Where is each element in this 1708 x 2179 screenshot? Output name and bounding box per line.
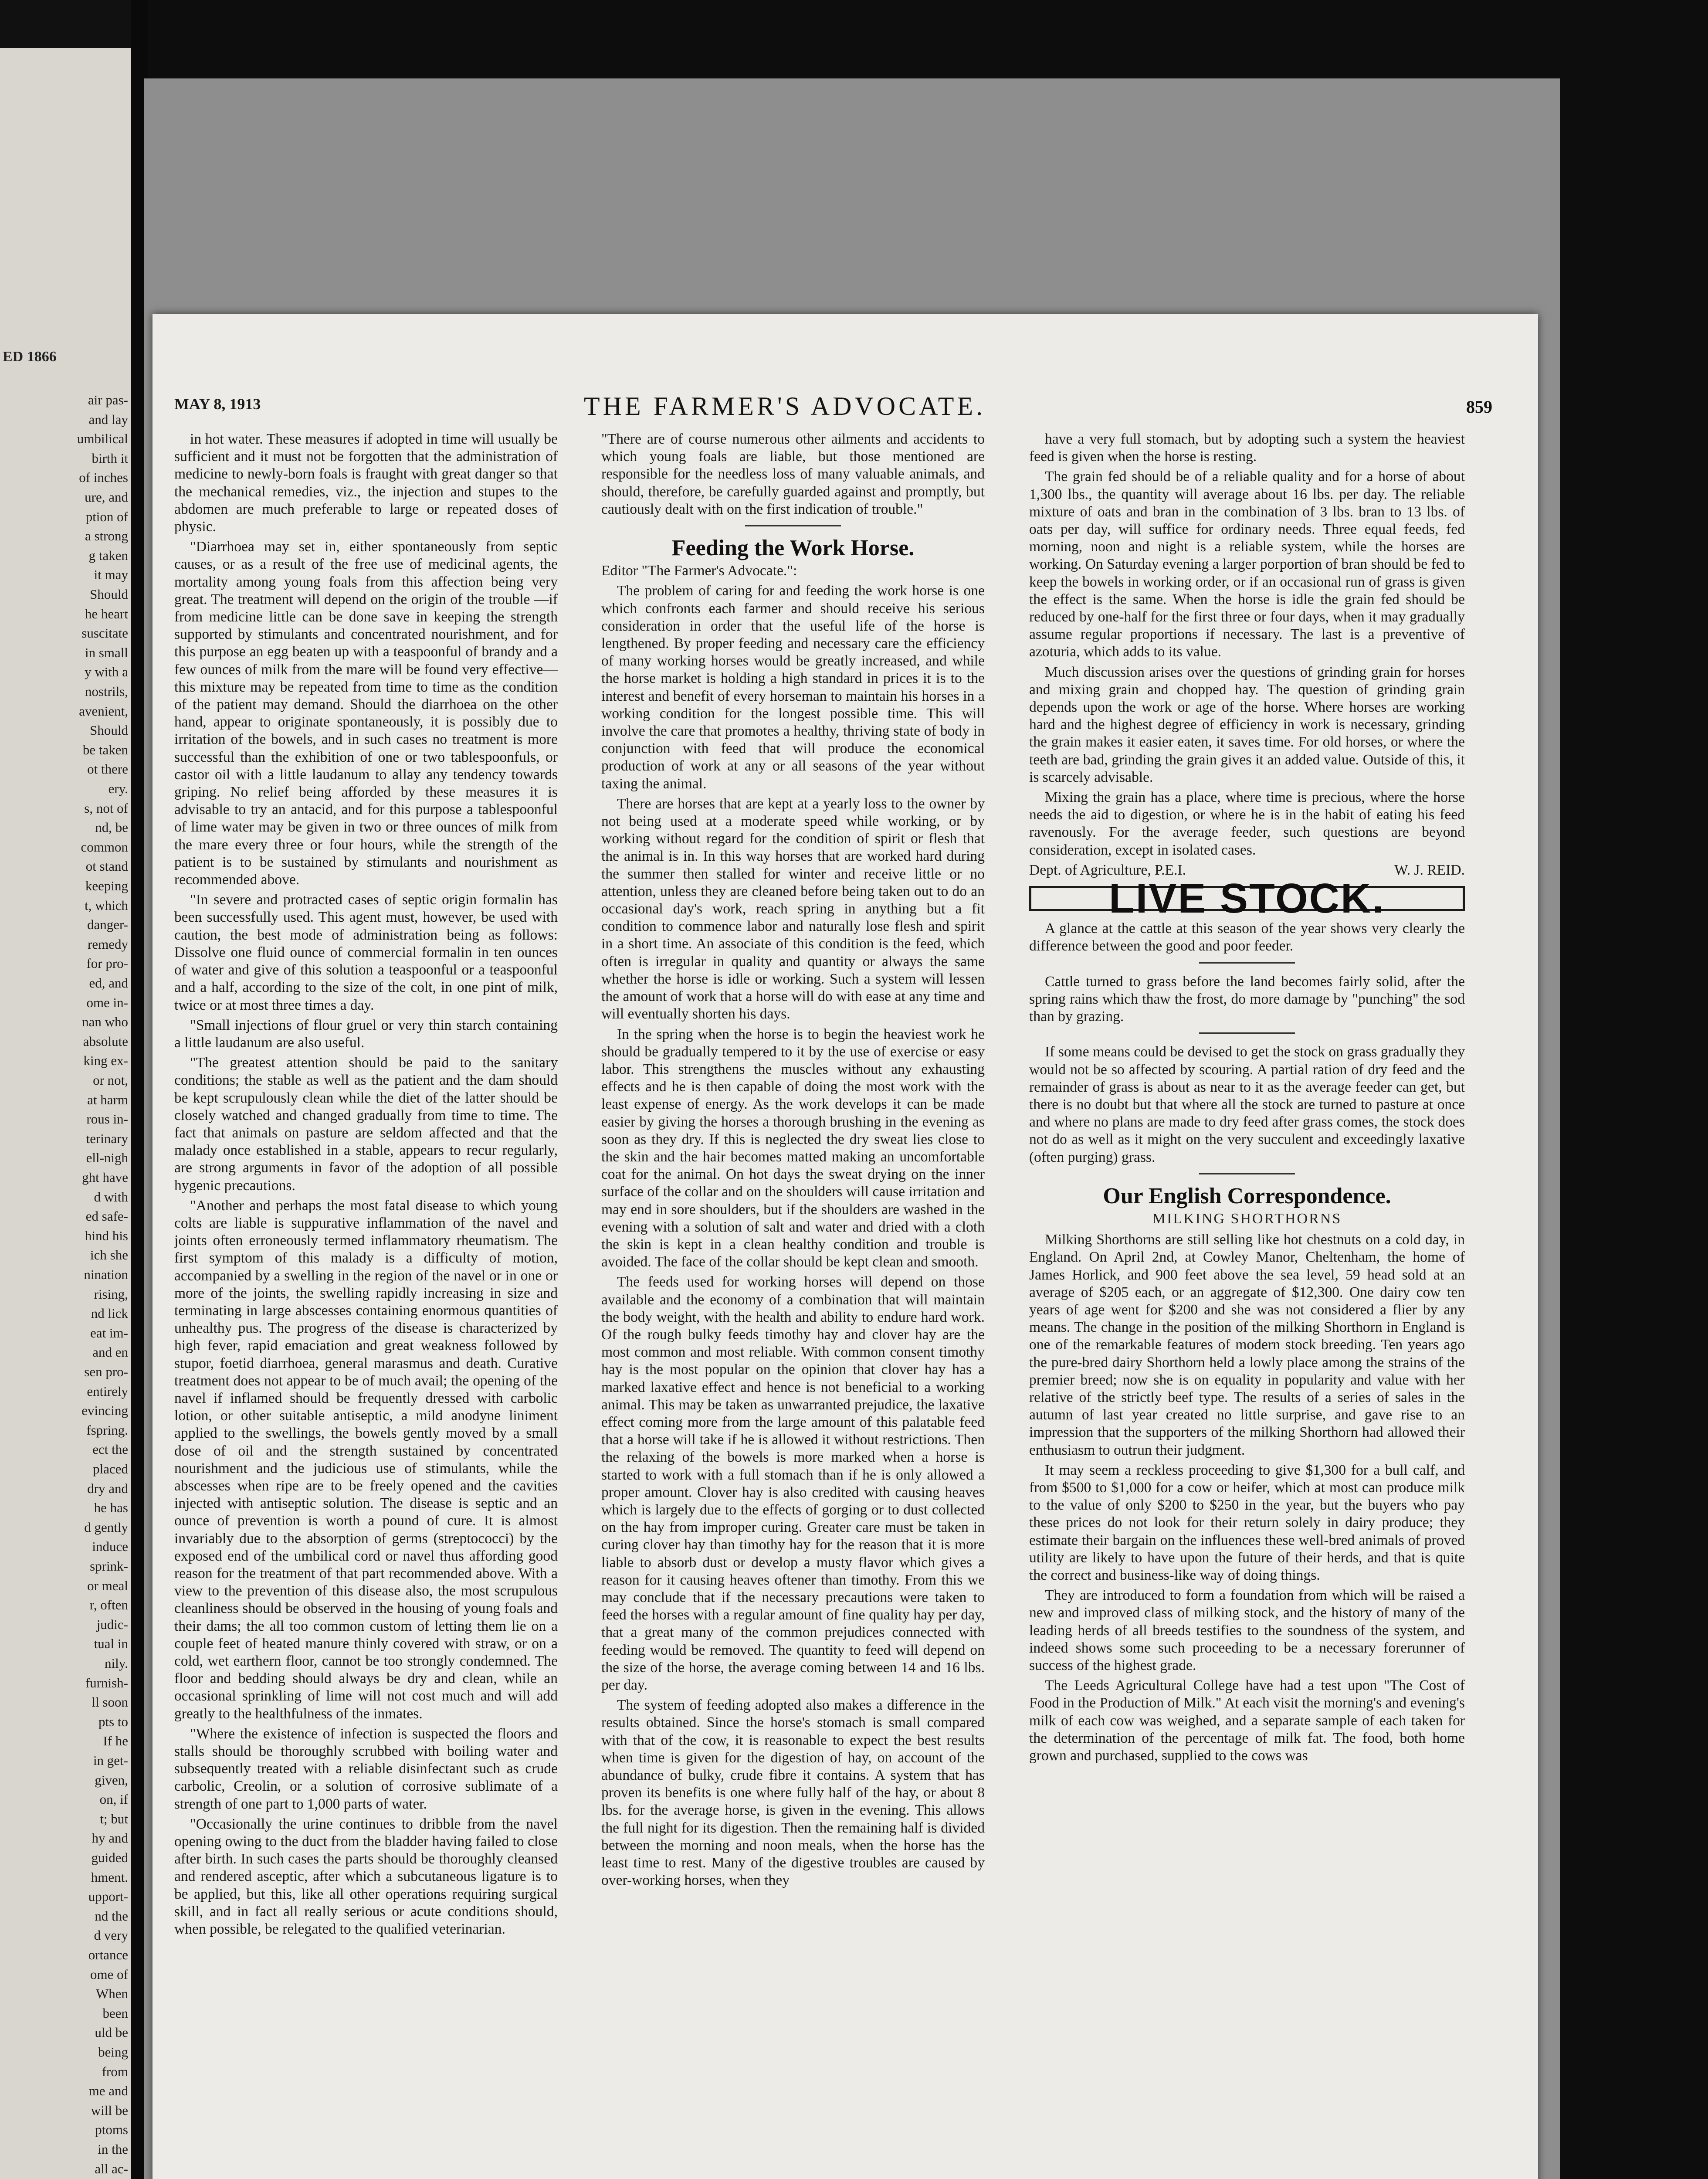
editor-salutation: Editor "The Farmer's Advocate.": [601, 563, 797, 579]
issue-date: MAY 8, 1913 [174, 395, 261, 413]
article-paragraph: In the spring when the horse is to begin the heaviest work he should be gradually tempered to it by the use of exercise or easy labor. This strengthens the muscles without any exhausting effects and he is then capable of doing the most work with the least expense of energy. As the work develops it can be made easier by giving the horses a thorough brushing in the evening as soon as they dry. If this is neglected the dry sweat lies close to the skin and the hair becomes matted making an uncomfortable coat for the animal. On hot days the sweat drying on the inner surface of the collar and on the shoulders will cause irritation and may end in sore shoulders, but if the shoulders are washed in the evening with a solution of salt and water and dried with a cloth the skin is kept in a clean healthy condition and trouble is avoided. The face of the collar should be kept clean and smooth. [601, 1026, 985, 1270]
facing-page-line: If he [103, 1733, 128, 1749]
facing-page-line: remedy [88, 936, 128, 952]
facing-page-line: ortance [88, 1947, 128, 1962]
facing-page-line: ption of [85, 509, 128, 524]
facing-page-line: t; but [100, 1811, 128, 1826]
facing-page-line: d very [94, 1928, 128, 1943]
facing-page-line: uld be [95, 2025, 128, 2040]
facing-page-line: at harm [87, 1092, 128, 1107]
article-title-english-correspondence: Our English Correspondence. [1103, 1183, 1391, 1208]
facing-page-line: guided [91, 1850, 128, 1865]
facing-page-line: common [81, 839, 128, 855]
facing-page-line: hment. [91, 1869, 128, 1885]
column-2 [601, 431, 985, 1892]
column-1 [174, 431, 558, 1941]
facing-page-line: t, which [85, 897, 128, 913]
correspondence-paragraph: The Leeds Agricultural College have had a test upon "The Cost of Food in the Production of Milk." At each visit the morning's and evening's milk of each cow was weighed, and a separate sample of each taken for the determination of the percentage of milk fat. The food, both home grown and purchased, supplied to the cows was [1029, 1677, 1465, 1764]
facing-page-line: rous in- [86, 1111, 128, 1127]
facing-page-line: g taken [88, 547, 128, 563]
facing-page-line: king ex- [83, 1053, 128, 1069]
article-paragraph: The feeds used for working horses will depend on those available and the economy of a combination that will maintain the body weight, with the health and ability to endure hard work. Of the rough bulky feeds timothy hay and clover hay are the most common and most reliable. With common consent timothy hay is the most popular on the opinion that clover hay has a marked laxative effect and hence is not beneficial to a working animal. This may be taken as unwarranted prejudice, the laxative effect coming more from the large amount of this palatable feed that a horse will take if he is allowed it without restrictions. Then the relaxing of the bowels is more marked when a horse is started to work with a full stomach than if he is only allowed a proper amount. Clover hay is also credited with causing heaves which is largely due to the effects of gorging or to dust collected on the hay from improper curing. Greater care must be taken in curing clover hay than timothy hay for the reason that it is more liable to absorb dust or develop a musty flavor which gives a reason for it causing heaves oftener than timothy. From this we may conclude that if the necessary precautions were taken to feed the horses with a regular amount of fine quality hay per day, that a great many of the common prejudices connected with feeding would be removed. The quantity to feed will depend on the size of the horse, the average coming between 14 and 16 lbs. per day. [601, 1274, 985, 1694]
article-paragraph: "The greatest attention should be paid to the sanitary conditions; the stable as well as the patient and the dam should be kept scrupulously clean while the diet of the latter should be closely watched and changed gradually from time to time. The fact that animals on pasture are seldom affected and that the malady once established in a stable, appears to recur regularly, are strong arguments in favor of the adoption of all possible hygenic precautions. [174, 1055, 558, 1194]
article-paragraph: The system of feeding adopted also makes a difference in the results obtained. Since the horse's stomach is small compared with that of the cow, it is reasonable to expect the best results when time is given for the digestion of hay, on account of the abundance of bulky, crude fibre it contains. A system that has proven its benefits is one where fully half of the hay, or about 8 lbs. for the average horse, is given in the evening. This allows the full night for its digestion. Then the remaining half is divided between the morning and noon meals, when the horse has the least time to rest. Many of the digestive troubles are caused by over-working horses, when they [601, 1697, 985, 1889]
divider-rule [1199, 962, 1295, 964]
facing-page-line: a strong [85, 528, 128, 544]
facing-page-line: be taken [82, 742, 128, 757]
facing-page-line: ptoms [95, 2122, 128, 2138]
correspondence-paragraph: It may seem a reckless proceeding to give $1,300 for a bull calf, and from $500 to $1,000 for a cow or heifer, which at most can produce milk to the value of only $200 to $250 in the year, but the buyers who pay these prices do not look for their return solely in dairy produce; they estimate their bargain on the influences these well-bred animals of proved utility are likely to have upon the future of their herds, and that is quite the correct and business-like way of doing things. [1029, 1462, 1465, 1583]
facing-page-line: fspring. [86, 1422, 128, 1438]
facing-page-line: and lay [88, 411, 128, 427]
publication-title: THE FARMER'S ADVOCATE. [584, 392, 986, 421]
correspondence-paragraph: They are introduced to form a foundation from which will be raised a new and improved class of milking stock, and the history of many of the leading herds of all breeds testifies to the soundness of the system, and indeed shows some such proceeding to be a necessary forerunner of success of the highest grade. [1029, 1587, 1465, 1673]
column-3 [1029, 431, 1465, 1767]
signature-author: W. J. REID. [1394, 862, 1465, 878]
facing-page-line: tual in [94, 1636, 128, 1652]
facing-page-line: evincing [81, 1403, 128, 1419]
facing-page-edge [0, 48, 131, 2179]
facing-page-line: or not, [93, 1073, 128, 1088]
newspaper-page [152, 314, 1538, 2179]
facing-page-line: ell-nigh [86, 1150, 128, 1166]
facing-page-line: in get- [93, 1753, 128, 1768]
facing-page-line: ll soon [92, 1694, 128, 1710]
facing-page-line: for pro- [86, 956, 128, 971]
facing-page-line: ect the [92, 1442, 128, 1457]
facing-page-line: he heart [85, 606, 128, 621]
facing-page-line: will be [91, 2102, 128, 2118]
facing-page-line: y with a [85, 664, 128, 680]
divider-rule [1199, 1173, 1295, 1174]
facing-page-line: ot stand [85, 859, 128, 874]
facing-page-line: s, not of [84, 800, 128, 816]
facing-page-line: placed [93, 1461, 128, 1476]
article-paragraph: There are horses that are kept at a yearly loss to the owner by not being used at a moderate speed while working, or by working without regard for the condition of spirit or flesh that the animal is in. In this way horses that are worked hard during the summer then stalled for winter and receive little or no attention, unless they are cleaned before being taken out to do an occasional day's work, reach spring in anything but a fit condition to commence labor and naturally lose flesh and spirit in a short time. An associate of this condition is the feed, which often is irregular in quality and quantity or always the same whether the horse is idle or working. Such a system will lessen the amount of work that a horse will do with ease at any time and will eventually shorten his days. [601, 795, 985, 1022]
facing-page-line: it may [94, 567, 128, 583]
article-paragraph: "In severe and protracted cases of septic origin formalin has been successfully used. This agent must, however, be used with caution, the best mode of administration being as follows: Dissolve one fluid ounce of commercial formalin in ten ounces of water and give of this solution a teaspoonful or a teaspoonful and a half, according to the size of the colt, in one pint of milk, twice or at most three times a day. [174, 892, 558, 1013]
article-paragraph: The problem of caring for and feeding the work horse is one which confronts each farmer and should receive his serious consideration in order that the useful life of the horse is lengthened. By proper feeding and necessary care the efficiency of many working horses would be greatly increased, and while the horse market is holding a high standard in prices it is to the interest and benefit of every horseman to maintain his horses in a working condition for the longest possible time. This will involve the care that promotes a healthy, thriving state of body in conjunction with feed that will produce the economical production of work at any or all seasons of the year without taxing the animal. [601, 583, 985, 792]
facing-page-line: upport- [88, 1889, 128, 1904]
article-paragraph: have a very full stomach, but by adopting such a system the heaviest feed is given when the horse is resting. [1029, 431, 1465, 465]
facing-page-line: furnish- [85, 1675, 128, 1690]
facing-page-line: given, [95, 1772, 128, 1788]
live-stock-paragraph: If some means could be devised to get the stock on grass gradually they would not be so affected by scouring. A partial ration of dry feed and the remainder of grass is about as near to it as the average feeder can get, but there is no doubt but that where all the stock are turned to pasture at once and where no plans are made to dry feed after grass comes, the stock does not do as well as it might on the very succulent and exceedingly laxative (often purging) grass. [1029, 1044, 1465, 1165]
facing-page-line: all ac- [95, 2161, 128, 2176]
page-number: 859 [1466, 397, 1492, 417]
facing-page-line: keeping [85, 878, 128, 893]
article-paragraph: "Diarrhoea may set in, either spontaneously from septic causes, or as a result of the free use of medicinal agents, the mortality among young foals from this affection being very great. The treatment will depend on the origin of the trouble —if from medicine little can be done save in keeping the strength supported by stimulants and concentrated nourishment, and for this purpose an egg beaten up with a teaspoonful of brandy and a few ounces of milk from the mare will be found very effective—this mixture may be repeated from time to time as the condition of the patient may demand. Should the diarrhoea on the other hand, appear to originate spontaneously, it is possibly due to irritation of the bowels, and in such cases no treatment is more successful than the exhibition of one or two tablespoonfuls, or castor oil with a little laudanum to allay any tendency towards griping. No relief being afforded by these measures it is advisable to try an antacid, and for this purpose a tablespoonful of lime water may be given in two or three ounces of milk from the mare every three or four hours, while the strength of the patient is to be sustained by stimulants and nourishment as recommended above. [174, 539, 558, 888]
foal-article-conclusion: "There are of course numerous other ailments and accidents to which young foals are liable, but those mentioned are responsible for the needless loss of many valuable animals, and should, therefore, be carefully guarded against and promptly, but cautiously dealt with on the first indication of trouble." [601, 431, 985, 517]
correspondence-paragraph: Milking Shorthorns are still selling like hot chestnuts on a cold day, in England. On April 2nd, at Cowley Manor, Cheltenham, the home of James Horlick, and 900 feet above the sea level, 59 head sold at an average of $205 each, or an aggregate of $12,300. One dairy cow ten years of age went for $200 and she was not considered a flier by any means. The change in the position of the milking Shorthorn in England is one of the remarkable features of modern stock breeding. Ten years ago the pure-bred dairy Shorthorn held a lowly place among the strains of the premier breed; now she is on equality in popularity and value with her relative of the strictly beef type. The results of a series of sales in the autumn of last year created no little surprise, and gave rise to an impression that the supporters of the milking Shorthorn had allowed their enthusiasm to outrun their judgment. [1029, 1232, 1465, 1458]
article-paragraph: in hot water. These measures if adopted in time will usually be sufficient and it must not be forgotten that the administration of medicine to newly-born foals is fraught with great danger so that the mechanical remedies, viz., the injection and stupes to the abdomen are much preferable to large or repeated doses of physic. [174, 431, 558, 535]
facing-page-line: ich she [90, 1247, 128, 1263]
facing-page-line: eat im- [90, 1325, 128, 1341]
facing-page-line: hy and [92, 1830, 128, 1846]
facing-page-line: and en [92, 1344, 128, 1360]
divider-rule [1199, 1032, 1295, 1034]
facing-page-line: rising, [94, 1286, 128, 1302]
facing-page-line: avenient, [79, 703, 128, 719]
facing-page-line: nination [84, 1267, 128, 1282]
facing-page-line: me and [88, 2083, 128, 2099]
facing-page-line: ure, and [85, 489, 128, 505]
facing-page-line: umbilical [77, 431, 128, 447]
facing-page-line: Should [90, 723, 128, 738]
article-paragraph: Much discussion arises over the questions of grinding grain for horses and mixing grain and chopped hay. The question of grinding grain depends upon the work or age of the horse. Where horses are working hard and the highest degree of efficiency in work is necessary, grinding the grain makes it easier eaten, it saves time. For old horses, or where the teeth are bad, grinding the grain gives it an added value. Outside of this, it is scarcely advisable. [1029, 664, 1465, 785]
article-subtitle-milking-shorthorns: MILKING SHORTHORNS [1152, 1210, 1342, 1227]
facing-page-line: judic- [96, 1616, 128, 1632]
facing-page-line: of inches [79, 470, 128, 485]
article-title-feeding-work-horse: Feeding the Work Horse. [671, 536, 915, 561]
facing-page-line: nan who [82, 1014, 128, 1030]
facing-page-line: on, if [99, 1792, 128, 1807]
facing-page-line: sprink- [90, 1558, 128, 1574]
article-paragraph: "Occasionally the urine continues to dribble from the navel opening owing to the duct from the bladder having failed to close after birth. In such cases the parts should be thoroughly cleansed and rendered asceptic, after which a subcutaneous ligature is to be applied, but this, like all other operations requiring surgical skill, and in fact all really serious or acute conditions should, when possible, be relegated to the qualified veterinarian. [174, 1816, 558, 1938]
facing-page-line: r, often [89, 1597, 128, 1613]
facing-page-line: pts to [98, 1714, 128, 1729]
facing-page-line: ome in- [86, 994, 128, 1010]
facing-page-line: nd lick [91, 1306, 128, 1321]
facing-page-line: d gently [84, 1519, 128, 1535]
facing-page-line: in small [85, 645, 128, 660]
facing-page-line: ery. [108, 781, 128, 796]
facing-page-line: terinary [86, 1130, 128, 1146]
live-stock-paragraph: A glance at the cattle at this season of the year shows very clearly the difference between the good and poor feeder. [1029, 920, 1465, 954]
facing-page-line: d with [94, 1189, 128, 1205]
facing-page-line: ot there [87, 761, 128, 777]
live-stock-section-banner: LIVE STOCK. [1029, 886, 1465, 911]
facing-page-line: Should [90, 587, 128, 602]
facing-page-line: in the [98, 2142, 128, 2157]
divider-rule [745, 525, 841, 526]
article-paragraph: The grain fed should be of a reliable quality and for a horse of about 1,300 lbs., the quantity will average about 16 lbs. per day. The reliable mixture of oats and bran in the combination of 3 lbs. bran to 13 lbs. of oats per day, will suffice for ordinary needs. Three equal feeds, fed morning, noon and night is a reliable system, while the horses are working. On Saturday evening a larger porportion of bran should be fed to keep the bowels in working order, or if an occasional run of grass is given the effect is the same. When the horse is idle the grain fed should be reduced by one-half for the first three or four days, when it may gradually assume regular proportions if necessary. The last is a preventive of azoturia, which adds to its value. [1029, 468, 1465, 660]
facing-page-line: birth it [92, 450, 128, 466]
running-head [152, 391, 1538, 422]
facing-page-line: nd, be [95, 820, 128, 835]
facing-page-line: absolute [83, 1033, 128, 1049]
facing-page-line: sen pro- [84, 1364, 128, 1379]
article-paragraph: Mixing the grain has a place, where time is precious, where the horse needs the aid to digestion, or where he is in the habit of eating his feed ravenously. For the average feeder, such questions are beyond consideration, except in isolated cases. [1029, 789, 1465, 858]
article-paragraph: "Another and perhaps the most fatal disease to which young colts are liable is suppurative inflammation of the navel and joints often erroneously termed inflammatory rheumatism. The first symptom of this malady is a difficulty of motion, accompanied by a swelling in the region of the navel or in one or more of the joints, the swelling rapidly increasing in size and terminating in large abscesses containing enormous quantities of unhealthy pus. The progress of the disease is characterized by high fever, rapid emaciation and great weakness followed by stupor, foetid diarrhoea, general marasmus and death. Curative treatment does not appear to be of much avail; the opening of the navel if inflamed should be frequently dressed with carbolic lotion, or other suitable antiseptic, a mild anodyne liniment applied to the swellings, the bowels gently moved by a small dose of oil and the strength sustained by concentrated nourishment and the judicious use of stimulants, while the abscesses when ripe are to be freely opened and the cavities injected with antiseptic solution. The disease is septic and an ounce of prevention is worth a pound of cure. It is almost invariably due to the absorption of germs (streptococci) by the exposed end of the umbilical cord or navel thus affording good reason for the treatment of that part recommended above. With a view to the prevention of this disease also, the most scrupulous cleanliness should be observed in the housing of young foals and their dams; the all too common custom of letting them lie on a couple feet of heated manure thinly covered with straw, or on a cold, wet earthern floor, cannot be too strongly condemned. The floor and bedding should always be dry and clean, while an occasional sprinkling of lime will not cost much and will add greatly to the healthfulness of the inmates. [174, 1197, 558, 1722]
facing-page-line: When [95, 1986, 128, 2002]
facing-page-line: suscitate [81, 625, 128, 641]
facing-page-line: hind his [85, 1228, 128, 1243]
article-paragraph: "Where the existence of infection is suspected the floors and stalls should be thoroughly scrubbed with boiling water and subsequently treated with a reliable disinfectant such as crude carbolic, Creolin, or a solution of corrosive sublimate of a strength of one part to 1,000 parts of water. [174, 1725, 558, 1812]
facing-page-line: ome of [90, 1966, 128, 1982]
facing-page-line: danger- [87, 917, 128, 933]
facing-page-header: ED 1866 [3, 349, 57, 365]
facing-page-line: nily. [105, 1656, 128, 1671]
facing-page-line: air pas- [88, 392, 128, 407]
facing-page-line: nostrils, [85, 684, 128, 699]
facing-page-line: dry and [87, 1480, 128, 1496]
facing-page-line: entirely [87, 1383, 128, 1399]
facing-page-line: or meal [87, 1578, 128, 1593]
facing-page-line: nd the [95, 1908, 128, 1924]
facing-page-line: ght have [82, 1170, 128, 1185]
facing-page-line: been [102, 2005, 128, 2021]
facing-page-line: induce [92, 1539, 128, 1554]
facing-page-line: being [98, 2044, 128, 2060]
signature-affiliation: Dept. of Agriculture, P.E.I. [1029, 862, 1186, 878]
facing-page-line: he has [94, 1500, 128, 1516]
facing-page-line: ed safe- [85, 1208, 128, 1224]
article-paragraph: "Small injections of flour gruel or very thin starch containing a little laudanum are also useful. [174, 1017, 558, 1051]
live-stock-paragraph: Cattle turned to grass before the land becomes fairly solid, after the spring rains which thaw the frost, do more damage by "punching" the sod than by grazing. [1029, 973, 1465, 1025]
facing-page-line: ed, and [89, 975, 128, 991]
facing-page-line: from [102, 2064, 128, 2079]
